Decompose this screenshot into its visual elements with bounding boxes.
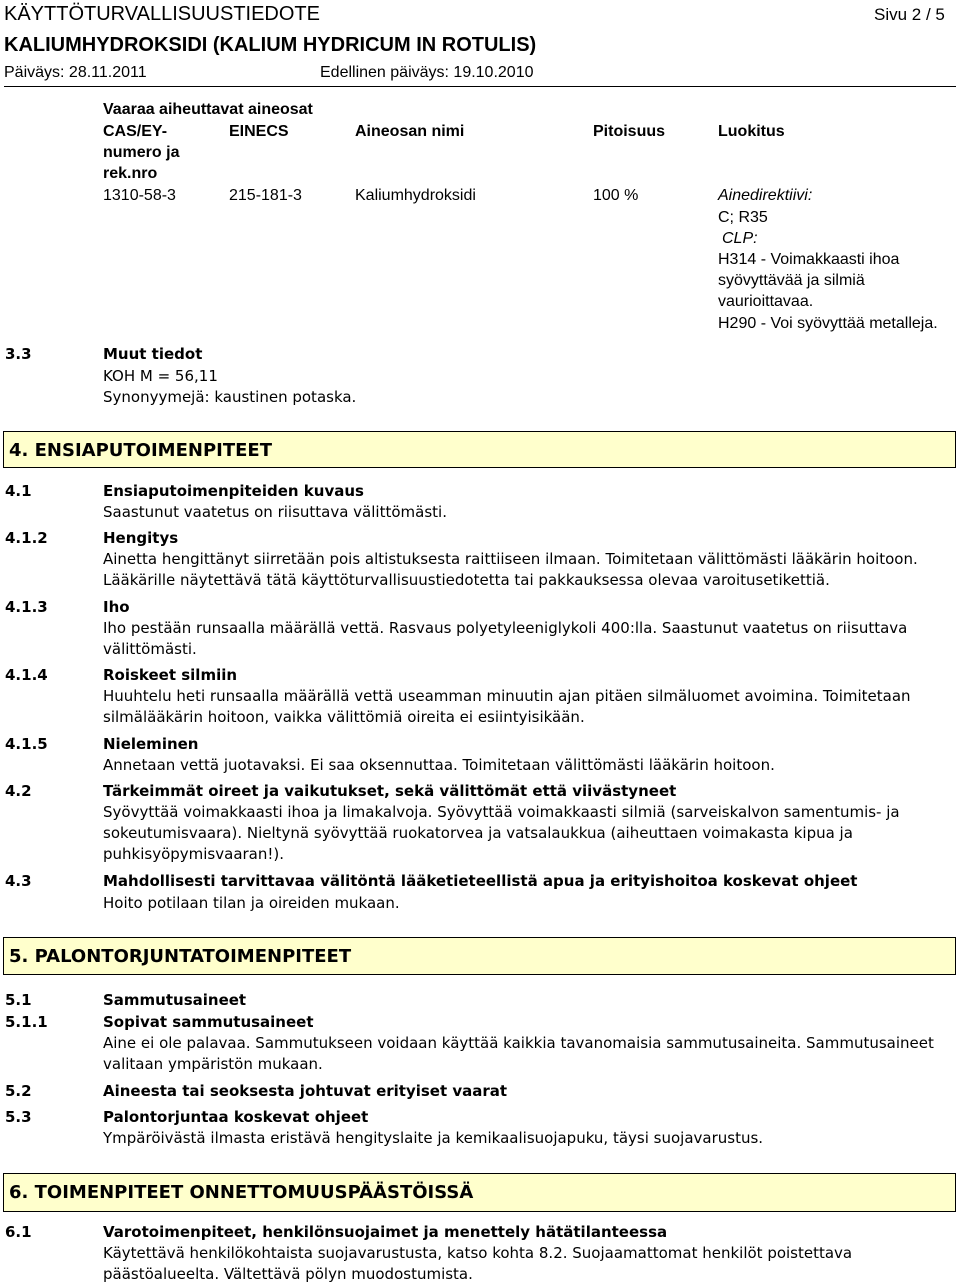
- section-number: 5.2: [5, 1082, 32, 1100]
- section-title: Hengitys: [103, 529, 179, 547]
- section-number: 4.1.5: [5, 735, 48, 753]
- section-title: Iho: [103, 598, 130, 616]
- section-text: päästöalueelta. Vältettävä pölyn muodostumista.: [103, 1265, 473, 1283]
- section-number: 6.1: [5, 1223, 32, 1241]
- section-title: Mahdollisesti tarvittavaa välitöntä lääketieteellistä apua ja erityishoitoa koskevat ohjeet: [103, 872, 858, 890]
- section-text: Saastunut vaatetus on riisuttava välittömästi.: [103, 503, 447, 521]
- section-band: [3, 937, 956, 975]
- section-number: 5.3: [5, 1108, 32, 1126]
- cell-classification: C; R35: [718, 209, 768, 226]
- section-number: 3.3: [5, 345, 32, 363]
- cell-classification: H314 - Voimakkaasti ihoa: [718, 251, 900, 268]
- section-text: silmälääkärin hoitoon, vaikka välittömiä oireita ei esiintyisikään.: [103, 708, 585, 726]
- section-band-title: 5. PALONTORJUNTATOIMENPITEET: [9, 946, 352, 967]
- section-text: Lääkärille näytettävä tätä käyttöturvallisuustiedotetta tai pakkauksessa olevaa varoitusetikettiä.: [103, 571, 830, 589]
- section-title: Roiskeet silmiin: [103, 666, 238, 684]
- product-name: KALIUMHYDROKSIDI (KALIUM HYDRICUM IN ROTULIS): [4, 34, 537, 56]
- cell-classification: syövyttävää ja silmiä: [718, 272, 865, 289]
- section-band-title: 6. TOIMENPITEET ONNETTOMUUSPÄÄSTÖISSÄ: [9, 1182, 474, 1203]
- section-number: 4.1.2: [5, 529, 48, 547]
- section-text: puhkisyöpymisvaaran!).: [103, 845, 285, 863]
- cell-cas: 1310-58-3: [103, 187, 176, 204]
- section-number: 4.1.3: [5, 598, 48, 616]
- section-band: [3, 431, 956, 468]
- section-title: Nieleminen: [103, 735, 199, 753]
- col-header-concentration: Pitoisuus: [593, 123, 666, 140]
- section-number: 5.1: [5, 991, 32, 1009]
- section-title: Varotoimenpiteet, henkilönsuojaimet ja menettely hätätilanteessa: [103, 1223, 668, 1241]
- section-title: Sammutusaineet: [103, 991, 247, 1009]
- cell-classification: CLP:: [722, 230, 758, 247]
- col-header-cas: CAS/EY-: [103, 123, 168, 140]
- cell-classification: Ainedirektiivi:: [718, 187, 813, 204]
- col-header-einecs: EINECS: [229, 123, 289, 140]
- section-number: 4.3: [5, 872, 32, 890]
- cell-concentration: 100 %: [593, 187, 639, 204]
- col-header-name: Aineosan nimi: [355, 123, 465, 140]
- col-header-classification: Luokitus: [718, 123, 785, 140]
- section-text: valitaan ympäristön mukaan.: [103, 1055, 323, 1073]
- document-title: KÄYTTÖTURVALLISUUSTIEDOTE: [4, 3, 320, 25]
- section-band-title: 4. ENSIAPUTOIMENPITEET: [9, 440, 272, 461]
- cell-classification: H290 - Voi syövyttää metalleja.: [718, 315, 938, 332]
- cell-classification: vaurioittavaa.: [718, 293, 814, 310]
- ingredients-title: Vaaraa aiheuttavat aineosat: [103, 101, 313, 118]
- issue-date: Päiväys: 28.11.2011: [4, 64, 147, 81]
- section-title: Muut tiedot: [103, 345, 203, 363]
- section-title: Tärkeimmät oireet ja vaikutukset, sekä välittömät että viivästyneet: [103, 782, 677, 800]
- section-text: Iho pestään runsaalla määrällä vettä. Rasvaus polyetyleeniglykoli 400:lla. Saastunut vaatetus on riisuttava: [103, 619, 908, 637]
- cell-einecs: 215-181-3: [229, 187, 302, 204]
- section-text: Synonyymejä: kaustinen potaska.: [103, 388, 357, 406]
- section-number: 4.2: [5, 782, 32, 800]
- section-text: Annetaan vettä juotavaksi. Ei saa oksennuttaa. Toimitetaan välittömästi lääkärin hoitoon.: [103, 756, 775, 774]
- previous-date: Edellinen päiväys: 19.10.2010: [320, 64, 534, 81]
- section-number: 4.1: [5, 482, 32, 500]
- section-text: Huuhtelu heti runsaalla määrällä vettä useamman minuutin ajan pitäen silmäluomet avoimina. Toimitetaan: [103, 687, 911, 705]
- section-title: Sopivat sammutusaineet: [103, 1013, 314, 1031]
- header-divider: [4, 86, 956, 87]
- page-number: Sivu 2 / 5: [874, 5, 945, 24]
- section-band: [3, 1173, 956, 1212]
- section-text: sokeutumisvaara). Nieltynä syövyttää ruokatorvea ja vatsalaukkua (aiheuttaen voimakasta kipua ja: [103, 824, 853, 842]
- col-header-cas: numero ja: [103, 144, 180, 161]
- section-text: välittömästi.: [103, 640, 197, 658]
- section-text: Aine ei ole palavaa. Sammutukseen voidaan käyttää kaikkia tavanomaisia sammutusaineita. Sammutusaineet: [103, 1034, 934, 1052]
- section-text: Käytettävä henkilökohtaista suojavarustusta, katso kohta 8.2. Suojaamattomat henkilöt poistettava: [103, 1244, 853, 1262]
- cell-name: Kaliumhydroksidi: [355, 187, 476, 204]
- section-text: KOH M = 56,11: [103, 367, 218, 385]
- section-text: Ympäröivästä ilmasta eristävä hengityslaite ja kemikaalisuojapuku, täysi suojavarustus.: [103, 1129, 764, 1147]
- section-title: Ensiaputoimenpiteiden kuvaus: [103, 482, 364, 500]
- section-title: Aineesta tai seoksesta johtuvat erityiset vaarat: [103, 1082, 508, 1100]
- section-number: 4.1.4: [5, 666, 48, 684]
- section-text: Syövyttää voimakkaasti ihoa ja limakalvoja. Syövyttää voimakkaasti silmiä (sarveiskalvon samentumis- ja: [103, 803, 900, 821]
- col-header-cas: rek.nro: [103, 165, 158, 182]
- section-number: 5.1.1: [5, 1013, 48, 1031]
- section-text: Hoito potilaan tilan ja oireiden mukaan.: [103, 894, 400, 912]
- section-text: Ainetta hengittänyt siirretään pois altistuksesta raittiiseen ilmaan. Toimitetaan välittömästi lääkärin hoitoon.: [103, 550, 918, 568]
- section-title: Palontorjuntaa koskevat ohjeet: [103, 1108, 369, 1126]
